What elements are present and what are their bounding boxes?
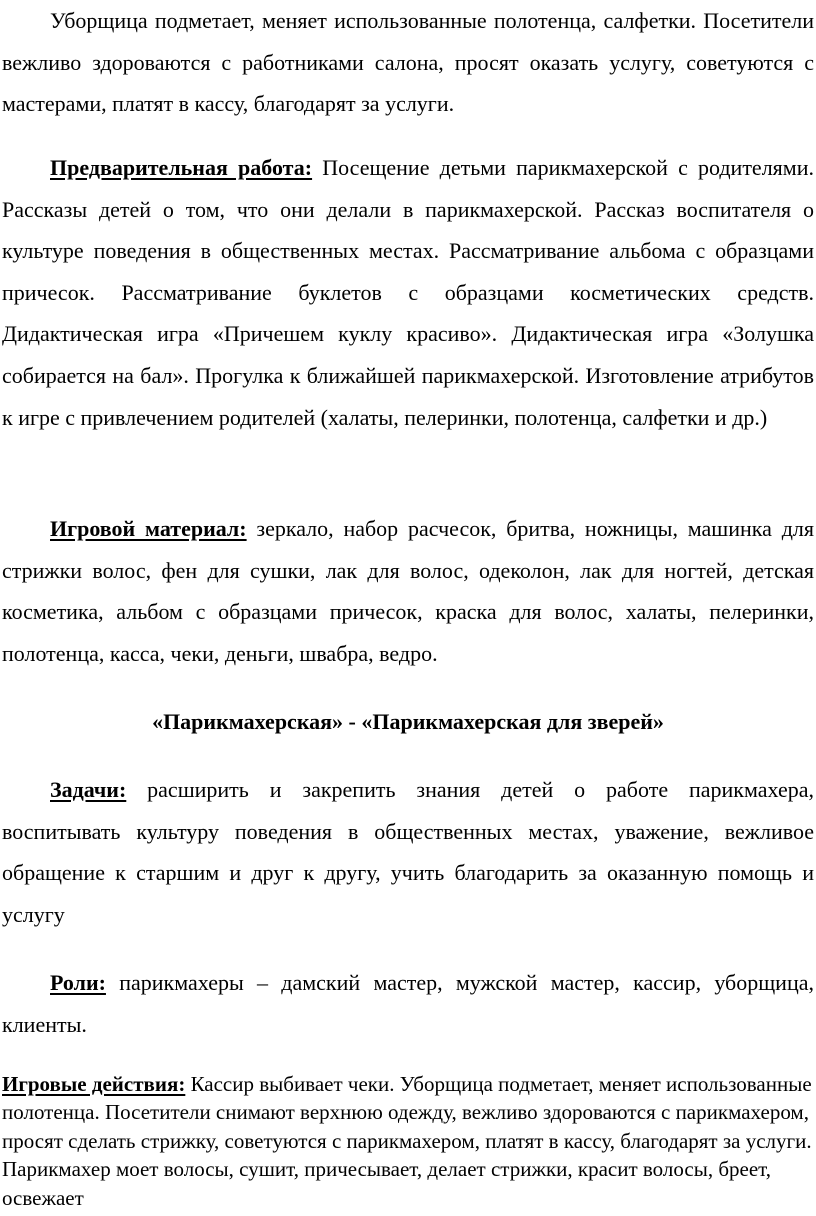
roles-text: парикмахеры – дамский мастер, мужской мастер, кассир, уборщица, клиенты. — [2, 970, 814, 1037]
preliminary-work-text: Посещение детьми парикмахерской с родителями. Рассказы детей о том, что они делали в парикмахерской. Рассказ воспитателя о культуре поведения в общественных местах. Рассматривание альбома с образцами причесок. Рассматривание буклетов с образцами косметических средств. Дидактическая игра «Причешем куклу красиво». Дидактическая игра «Золушка собирается на бал». Прогулка к ближайшей парикмахерской. Изготовление атрибутов к игре с привлечением родителей (халаты, пелеринки, полотенца, салфетки и др.) — [2, 155, 814, 430]
paragraph-preliminary-work — [0, 147, 816, 438]
paragraph-roles — [0, 962, 816, 1045]
section-heading: «Парикмахерская» - «Парикмахерская для зверей» — [152, 709, 664, 734]
paragraph-cleaner-visitors — [0, 0, 816, 125]
paragraph-text: Уборщица подметает, меняет использованные полотенца, салфетки. Посетители вежливо здороваются с работниками салона, просят оказать услугу, советуются с мастерами, платят в кассу, благодарят за услуги. — [2, 8, 814, 117]
roles-label: Роли: — [50, 970, 106, 995]
game-actions-text: Кассир выбивает чеки. Уборщица подметает, меняет использованные полотенца. Посетители снимают верхнюю одежду, вежливо здороваются с парикмахером, просят сделать стрижку, советуются с парикмахером, платят в кассу, благодарят за услуги. Парикмахер моет волосы, сушит, причесывает, делает стрижки, красит волосы, бреет, освежает — [2, 1072, 812, 1210]
game-actions-label: Игровые действия: — [2, 1072, 186, 1096]
paragraph-game-actions — [0, 1070, 816, 1212]
game-material-label: Игровой материал: — [50, 516, 247, 541]
tasks-text: расширить и закрепить знания детей о работе парикмахера, воспитывать культуру поведения в общественных местах, уважение, вежливое обращение к старшим и друг к другу, учить благодарить за оказанную помощь и услугу — [2, 777, 814, 927]
paragraph-game-material — [0, 508, 816, 674]
preliminary-work-label: Предварительная работа: — [50, 155, 313, 180]
paragraph-tasks — [0, 769, 816, 935]
game-material-text: зеркало, набор расчесок, бритва, ножницы, машинка для стрижки волос, фен для сушки, лак для волос, одеколон, лак для ногтей, детская косметика, альбом с образцами причесок, краска для волос, халаты, пелеринки, полотенца, касса, чеки, деньги, швабра, ведро. — [2, 516, 814, 666]
tasks-label: Задачи: — [50, 777, 127, 802]
